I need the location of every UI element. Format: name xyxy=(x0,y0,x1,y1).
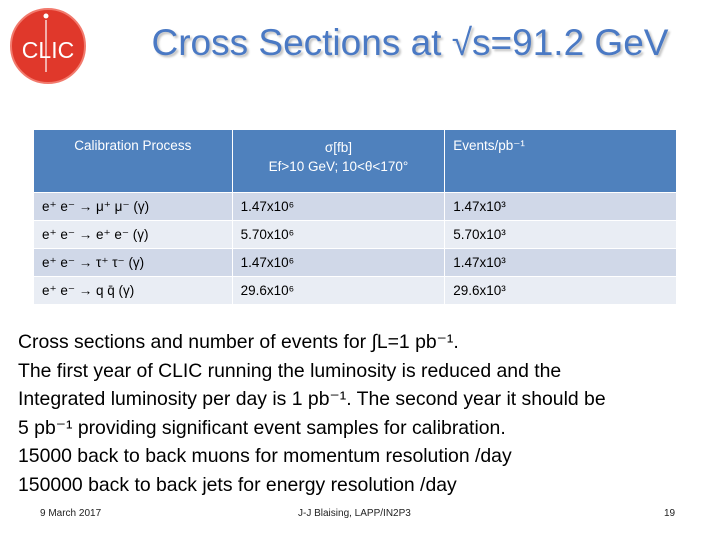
cross-section-table xyxy=(33,129,677,305)
header-events: Events/pb⁻¹ xyxy=(445,130,677,193)
process-cell: e⁺ e⁻ → τ⁺ τ⁻ (γ) xyxy=(34,249,233,277)
events-cell: 1.47x10³ xyxy=(445,193,677,221)
events-cell: 29.6x10³ xyxy=(445,277,677,305)
sigma-cell: 1.47x10⁶ xyxy=(232,193,445,221)
note-line: 5 pb⁻¹ providing significant event samples for calibration. xyxy=(18,416,506,439)
table-row xyxy=(34,193,677,221)
header-sigma: σ[fb] xyxy=(324,140,352,155)
header-cross-section xyxy=(232,130,445,193)
table-row xyxy=(34,249,677,277)
events-cell: 1.47x10³ xyxy=(445,249,677,277)
header-cuts: Ef>10 GeV; 10<θ<170° xyxy=(268,159,409,174)
notes-block xyxy=(18,328,708,500)
note-line: The first year of CLIC running the luminosity is reduced and the xyxy=(18,359,562,382)
table-header-row xyxy=(34,130,677,193)
sigma-cell: 5.70x10⁶ xyxy=(232,221,445,249)
process-cell: e⁺ e⁻ → q q̄ (γ) xyxy=(34,277,233,305)
logo-text: CLIC xyxy=(21,37,75,63)
footer-author: J-J Blaising, LAPP/IN2P3 xyxy=(298,508,411,519)
events-cell: 5.70x10³ xyxy=(445,221,677,249)
clic-logo xyxy=(8,6,88,86)
note-line: 150000 back to back jets for energy resolution /day xyxy=(18,473,457,496)
sigma-cell: 1.47x10⁶ xyxy=(232,249,445,277)
process-cell: e⁺ e⁻ → μ⁺ μ⁻ (γ) xyxy=(34,193,233,221)
note-line: Cross sections and number of events for ∫L=1 pb⁻¹. xyxy=(18,331,459,353)
note-line: 15000 back to back muons for momentum resolution /day xyxy=(18,445,512,468)
page-number: 19 xyxy=(664,508,676,519)
slide-title: Cross Sections at √s=91.2 GeV xyxy=(151,22,669,63)
table-row xyxy=(34,221,677,249)
table-row xyxy=(34,277,677,305)
sigma-cell: 29.6x10⁶ xyxy=(232,277,445,305)
process-cell: e⁺ e⁻ → e⁺ e⁻ (γ) xyxy=(34,221,233,249)
header-calibration-process: Calibration Process xyxy=(34,130,233,193)
footer-date: 9 March 2017 xyxy=(40,508,102,519)
note-line: Integrated luminosity per day is 1 pb⁻¹. The second year it should be xyxy=(18,388,606,411)
